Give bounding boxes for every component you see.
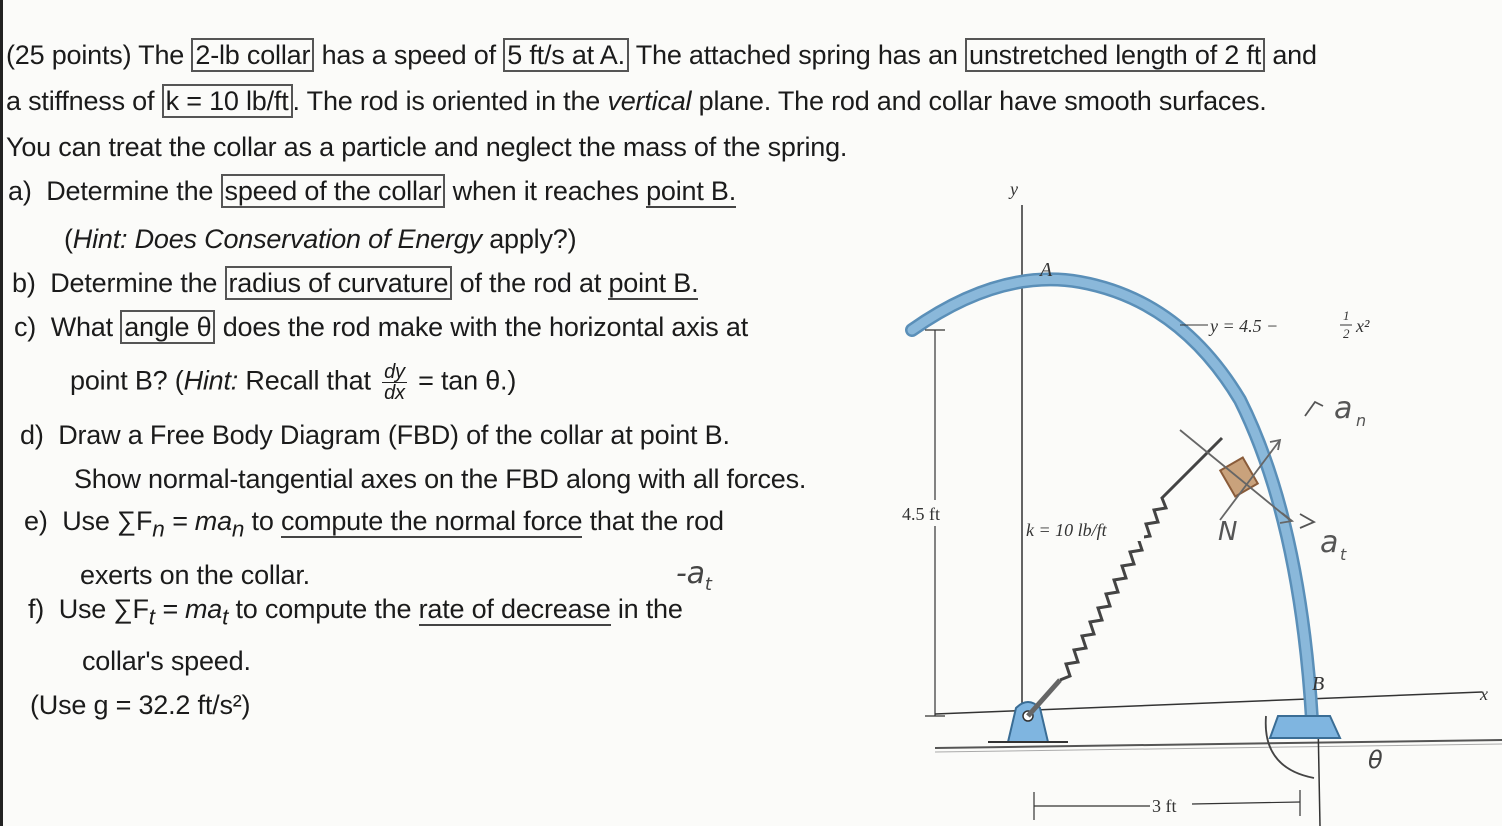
width-dimension-line-right bbox=[1192, 802, 1300, 804]
text: that the rod bbox=[582, 506, 724, 536]
hand-at-subscript: t bbox=[1340, 545, 1347, 564]
at-arrow bbox=[1300, 514, 1314, 528]
text: Determine the bbox=[50, 268, 225, 298]
part-marker: b) bbox=[12, 268, 36, 298]
curve-equation: y = 4.5 − bbox=[1210, 316, 1279, 336]
text: when it reaches bbox=[445, 176, 647, 206]
subscript: t bbox=[222, 604, 229, 630]
text: . The rod is oriented in the bbox=[292, 86, 608, 116]
text-vertical: vertical bbox=[607, 86, 692, 116]
text: does the rod make with the horizontal axis at bbox=[215, 312, 749, 342]
curved-rod bbox=[912, 279, 1312, 720]
spring-rod-end bbox=[1028, 680, 1060, 716]
text: ( bbox=[64, 224, 73, 254]
hand-theta-label: θ bbox=[1368, 746, 1383, 774]
x-axis-label: x bbox=[1480, 684, 1488, 704]
text: -a bbox=[676, 556, 705, 591]
boxed-unstretched-length: unstretched length of 2 ft bbox=[965, 38, 1265, 72]
text: a stiffness of bbox=[6, 86, 162, 116]
gravity-note: (Use g = 32.2 ft/s²) bbox=[30, 690, 251, 720]
part-marker: e) bbox=[24, 506, 48, 536]
text: plane. The rod and collar have smooth surfaces. bbox=[691, 86, 1267, 116]
part-d-line-2: Show normal-tangential axes on the FBD along with all forces. bbox=[74, 464, 807, 494]
text: Determine the bbox=[46, 176, 221, 206]
y-axis-label: y bbox=[1010, 179, 1018, 199]
boxed-collar-weight: 2-lb collar bbox=[191, 38, 314, 72]
underlined-rate-of-decrease: rate of decrease bbox=[418, 594, 611, 624]
subscript: n bbox=[231, 516, 245, 542]
hand-an-subscript: n bbox=[1356, 411, 1367, 430]
subscript: t bbox=[148, 604, 155, 630]
underlined-normal-force: compute the normal force bbox=[280, 506, 583, 536]
text: Draw a Free Body Diagram (FBD) of the collar at point B. bbox=[58, 420, 730, 450]
text: Use ∑F bbox=[58, 594, 149, 624]
boxed-stiffness: k = 10 lb/ft bbox=[162, 84, 293, 118]
text: to compute the bbox=[228, 594, 419, 624]
curve-x-squared: x² bbox=[1356, 316, 1370, 336]
part-f-line-2: collar's speed. bbox=[82, 646, 251, 676]
part-marker: d) bbox=[20, 420, 44, 450]
text: (25 points) The bbox=[6, 40, 192, 70]
text: Use ∑F bbox=[62, 506, 153, 536]
subscript: n bbox=[152, 516, 165, 542]
an-arrow bbox=[1305, 402, 1323, 416]
subscript: t bbox=[704, 574, 712, 595]
boxed-angle-theta: angle θ bbox=[120, 310, 215, 344]
text: of the rod at bbox=[452, 268, 609, 298]
boxed-radius-of-curvature: radius of curvature bbox=[225, 266, 453, 300]
text: What bbox=[50, 312, 121, 342]
text: apply?) bbox=[481, 224, 577, 254]
part-marker: c) bbox=[14, 312, 37, 342]
height-label: 4.5 ft bbox=[902, 504, 940, 524]
text: point B? ( bbox=[70, 365, 184, 396]
hand-an-label: a bbox=[1334, 391, 1353, 426]
curve-fraction-numerator: 1 bbox=[1343, 308, 1350, 323]
spring-support bbox=[1008, 702, 1048, 742]
spring-label: k = 10 lb/ft bbox=[1026, 520, 1107, 540]
spring-coils bbox=[1060, 438, 1222, 680]
point-a-label: A bbox=[1040, 259, 1053, 281]
text: The attached spring has an bbox=[628, 40, 966, 70]
boxed-speed-of-collar: speed of the collar bbox=[221, 174, 446, 208]
text-hint: Hint: bbox=[183, 365, 239, 396]
ground-shade bbox=[935, 744, 1502, 752]
rod-support-b bbox=[1270, 716, 1340, 738]
underlined-point-b: point B. bbox=[608, 268, 699, 298]
text: = tan θ.) bbox=[410, 365, 517, 396]
hand-normal-force-label: N bbox=[1218, 517, 1238, 547]
part-marker: a) bbox=[8, 176, 32, 206]
text-hint: Hint: Does Conservation of Energy bbox=[72, 224, 482, 254]
problem-line-3: You can treat the collar as a particle and neglect the mass of the spring. bbox=[6, 132, 848, 162]
boxed-speed-at-a: 5 ft/s at A. bbox=[503, 38, 629, 72]
text: has a speed of bbox=[314, 40, 504, 70]
point-b-label: B bbox=[1312, 673, 1325, 695]
fraction-numerator: dy bbox=[384, 361, 405, 383]
curve-fraction-denominator: 2 bbox=[1343, 326, 1350, 341]
text: = ma bbox=[164, 506, 232, 536]
text: to bbox=[244, 506, 281, 536]
fraction-denominator: dx bbox=[384, 382, 405, 404]
part-marker: f) bbox=[28, 594, 45, 624]
text: in the bbox=[610, 594, 683, 624]
curved-rod-outline bbox=[912, 279, 1312, 720]
text: = ma bbox=[154, 594, 223, 624]
text: Recall that bbox=[238, 365, 379, 396]
underlined-point-b: point B. bbox=[646, 176, 737, 206]
width-label: 3 ft bbox=[1152, 796, 1177, 816]
text: and bbox=[1265, 40, 1317, 70]
part-e-line-2: exerts on the collar. bbox=[80, 560, 310, 590]
hand-at-label: a bbox=[1320, 525, 1339, 560]
